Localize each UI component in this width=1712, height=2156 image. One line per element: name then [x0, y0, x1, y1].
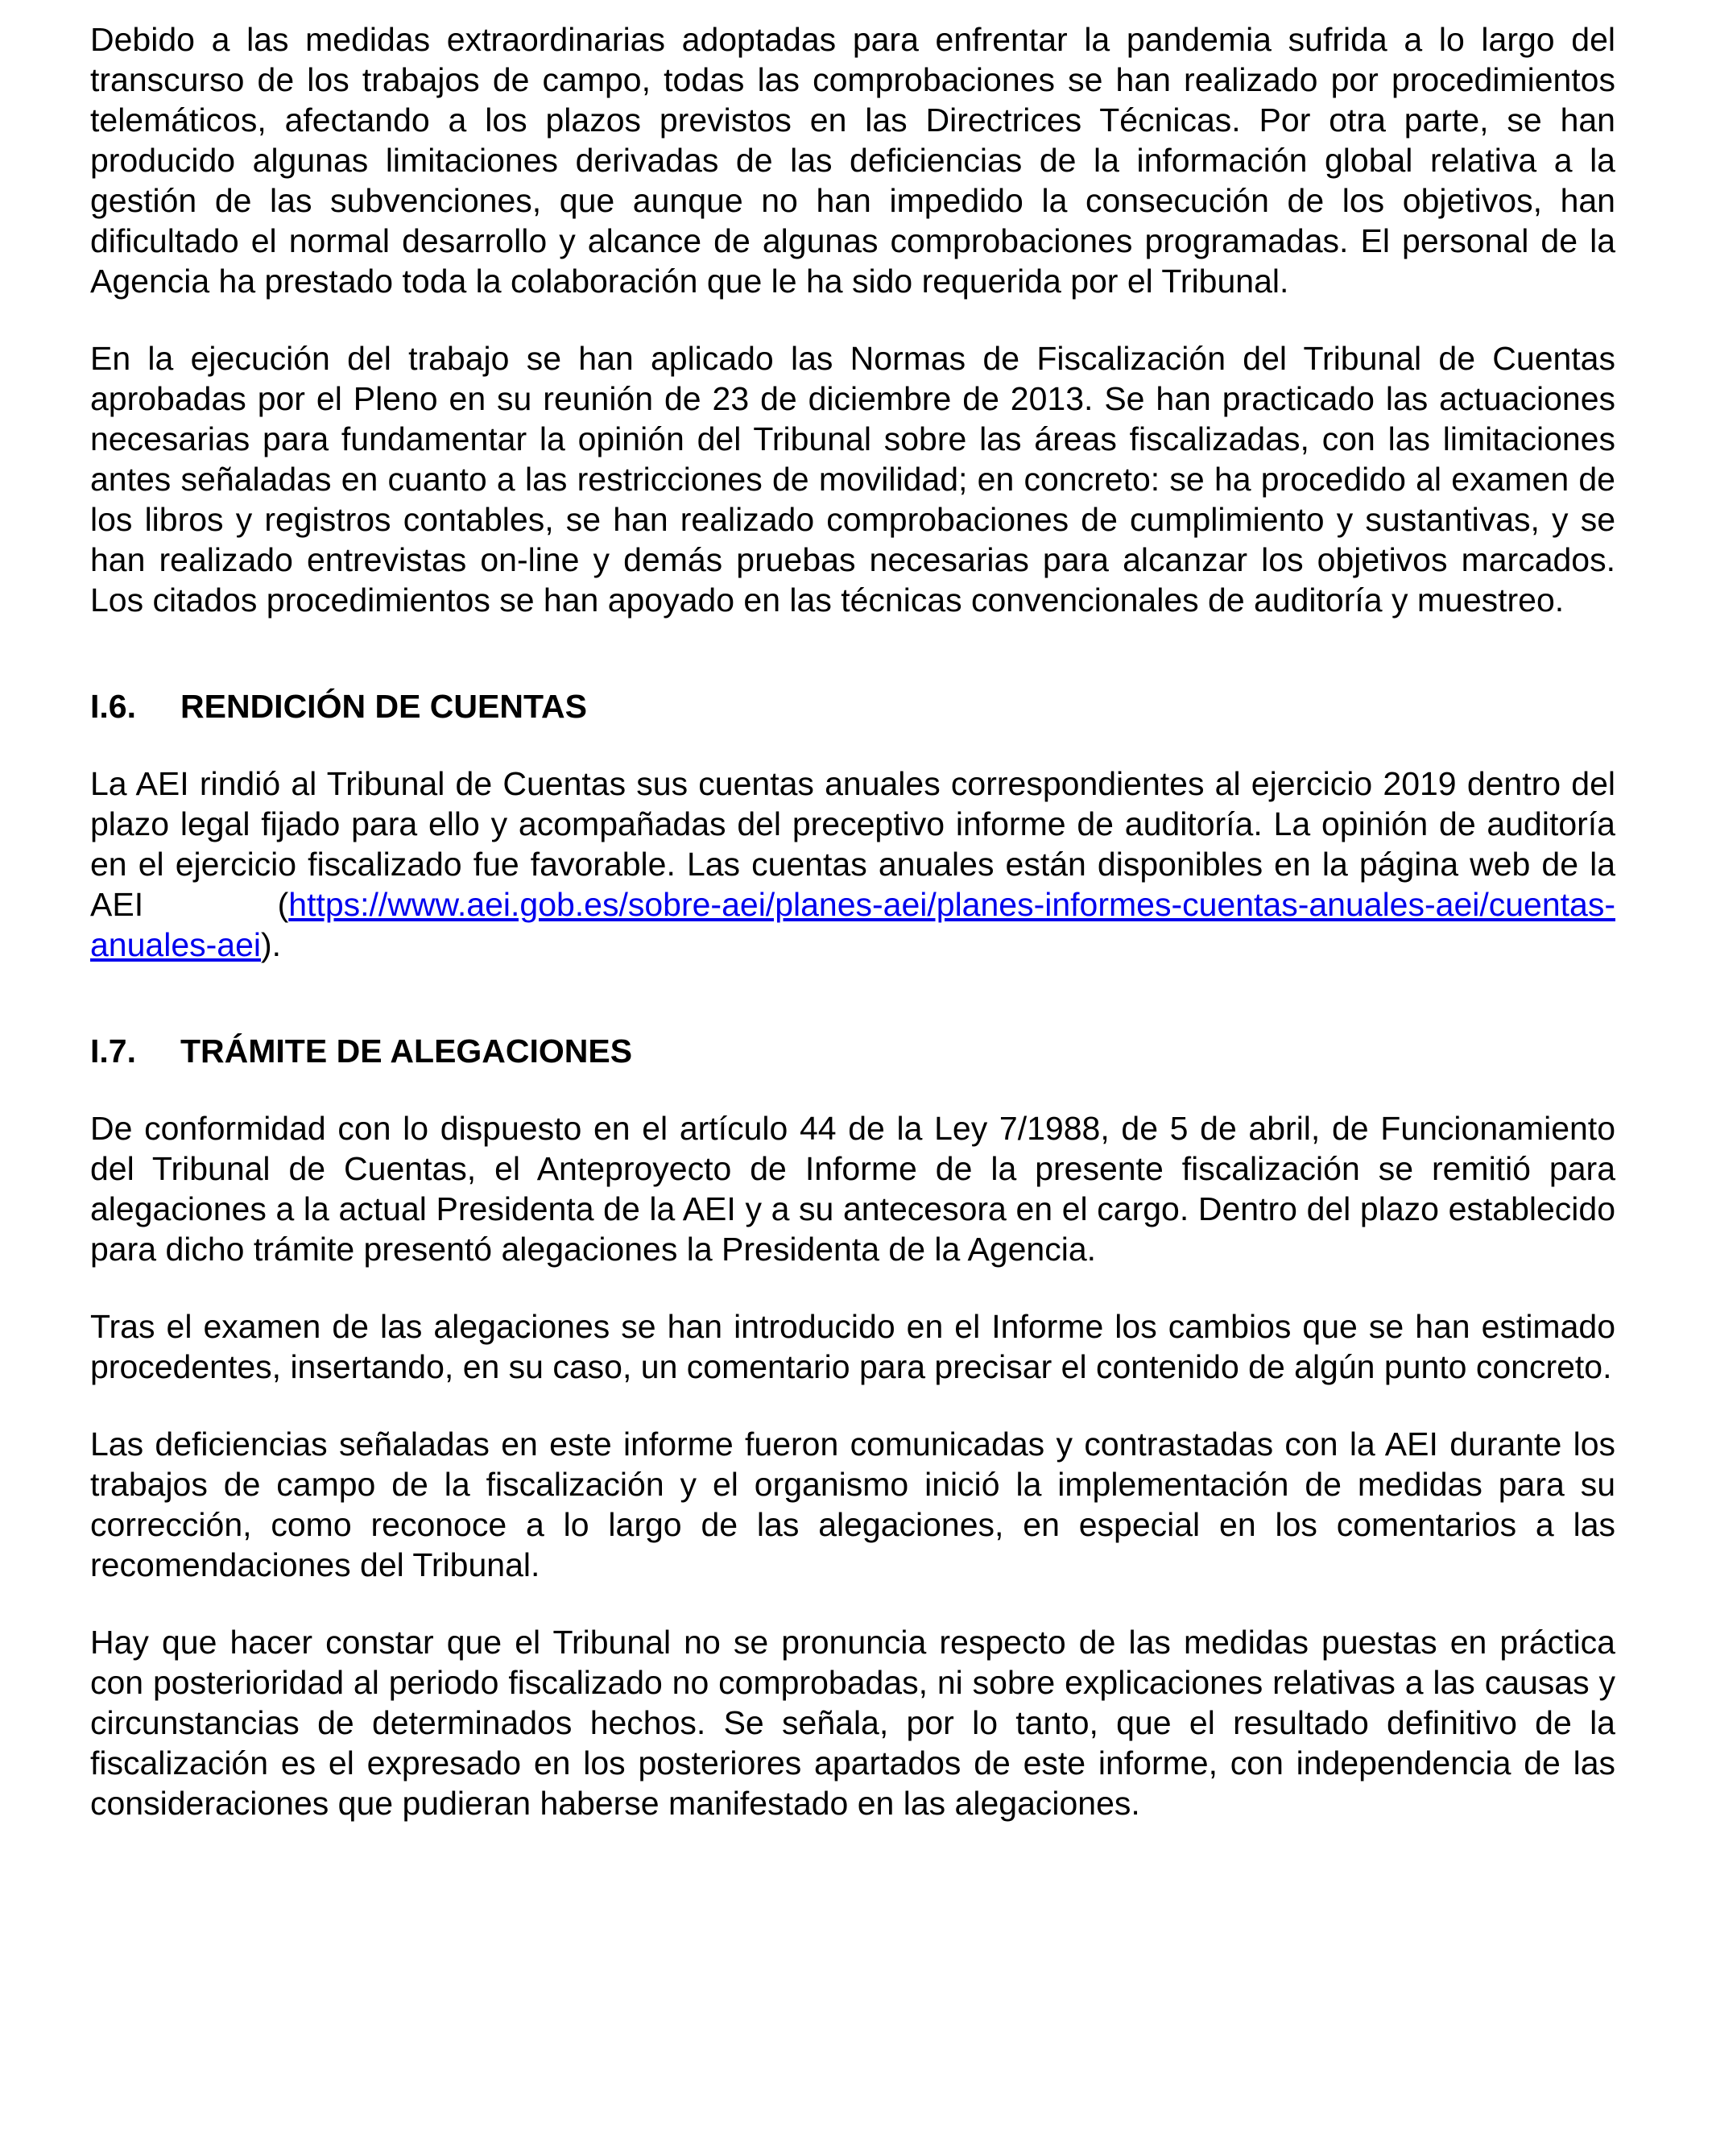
paragraph-pandemic-limitations: Debido a las medidas extraordinarias adoptadas para enfrentar la pandemia sufrida a lo largo del transcurso de los trabajos de campo, todas las comprobaciones se han realizado por procedimientos telemáticos, afectando a los plazos previstos en las Directrices Técnicas. Por otra parte, se han producido algunas limitaciones derivadas de las deficiencias de la información global relativa a la gestión de las subvenciones, que aunque no han impedido la consecución de los objetivos, han dificultado el normal desarrollo y alcance de algunas comprobaciones programadas. El personal de la Agencia ha prestado toda la colaboración que le ha sido requerida por el Tribunal. — [90, 21, 1615, 300]
spacer — [90, 965, 1615, 1031]
spacer — [90, 726, 1615, 763]
spacer — [90, 1071, 1615, 1108]
document-page — [90, 19, 1615, 1823]
paragraph-alegaciones-2: Tras el examen de las alegaciones se han introducido en el Informe los cambios que se han estimado procedentes, insertando, en su caso, un comentario para precisar el contenido de algún punto concreto. — [90, 1308, 1615, 1385]
spacer — [90, 1585, 1615, 1622]
paragraph-rendicion — [90, 763, 1615, 965]
rendicion-text: La AEI rindió al Tribunal de Cuentas sus cuentas anuales correspondientes al ejercicio 2019 dentro del plazo legal fijado para ello y acompañadas del preceptivo informe de auditoría. La opinión de auditoría en el ejercicio fiscalizado fue favorable. Las cuentas anuales están disponibles en la página web de la AEI ( — [90, 765, 1615, 923]
paragraph-alegaciones-4: Hay que hacer constar que el Tribunal no se pronuncia respecto de las medidas puestas en práctica con posterioridad al periodo fiscalizado no comprobadas, ni sobre explicaciones relativas a las causas y circunstancias de determinados hechos. Se señala, por lo tanto, que el resultado definitivo de la fiscalización es el expresado en los posteriores apartados de este informe, con independencia de las consideraciones que pudieran haberse manifestado en las alegaciones. — [90, 1624, 1615, 1822]
section-heading-rendicion — [90, 686, 1615, 726]
section-heading-alegaciones — [90, 1031, 1615, 1071]
rendicion-text-end: ). — [261, 926, 282, 963]
section-number: I.7. — [90, 1032, 136, 1070]
paragraph-audit-standards: En la ejecución del trabajo se han aplicado las Normas de Fiscalización del Tribunal de Cuentas aprobadas por el Pleno en su reunión de 23 de diciembre de 2013. Se han practicado las actuaciones necesarias para fundamentar la opinión del Tribunal sobre las áreas fiscalizadas, con las limitaciones antes señaladas en cuanto a las restricciones de movilidad; en concreto: se ha procedido al examen de los libros y registros contables, se han realizado comprobaciones de cumplimiento y sustantivas, y se han realizado entrevistas on-line y demás pruebas necesarias para alcanzar los objetivos marcados. Los citados procedimientos se han apoyado en las técnicas convencionales de auditoría y muestreo. — [90, 340, 1615, 619]
section-title: RENDICIÓN DE CUENTAS — [180, 688, 587, 725]
paragraph-alegaciones-3: Las deficiencias señaladas en este informe fueron comunicadas y contrastadas con la AEI durante los trabajos de campo de la fiscalización y el organismo inició la implementación de medidas para su corrección, como reconoce a lo largo de las alegaciones, en especial en los comentarios a las recomendaciones del Tribunal. — [90, 1426, 1615, 1583]
spacer — [90, 301, 1615, 338]
spacer — [90, 1387, 1615, 1424]
paragraph-alegaciones-1: De conformidad con lo dispuesto en el artículo 44 de la Ley 7/1988, de 5 de abril, de Funcionamiento del Tribunal de Cuentas, el Anteproyecto de Informe de la presente fiscalización se remitió para alegaciones a la actual Presidenta de la AEI y a su antecesora en el cargo. Dentro del plazo establecido para dicho trámite presentó alegaciones la Presidenta de la Agencia. — [90, 1110, 1615, 1268]
cuentas-anuales-link[interactable]: https://www.aei.gob.es/sobre-aei/planes-aei/planes-informes-cuentas-anuales-aei/cuentas-anuales-aei — [90, 886, 1615, 963]
section-number: I.6. — [90, 688, 136, 725]
spacer — [90, 620, 1615, 686]
section-title: TRÁMITE DE ALEGACIONES — [180, 1032, 633, 1070]
spacer — [90, 1269, 1615, 1306]
